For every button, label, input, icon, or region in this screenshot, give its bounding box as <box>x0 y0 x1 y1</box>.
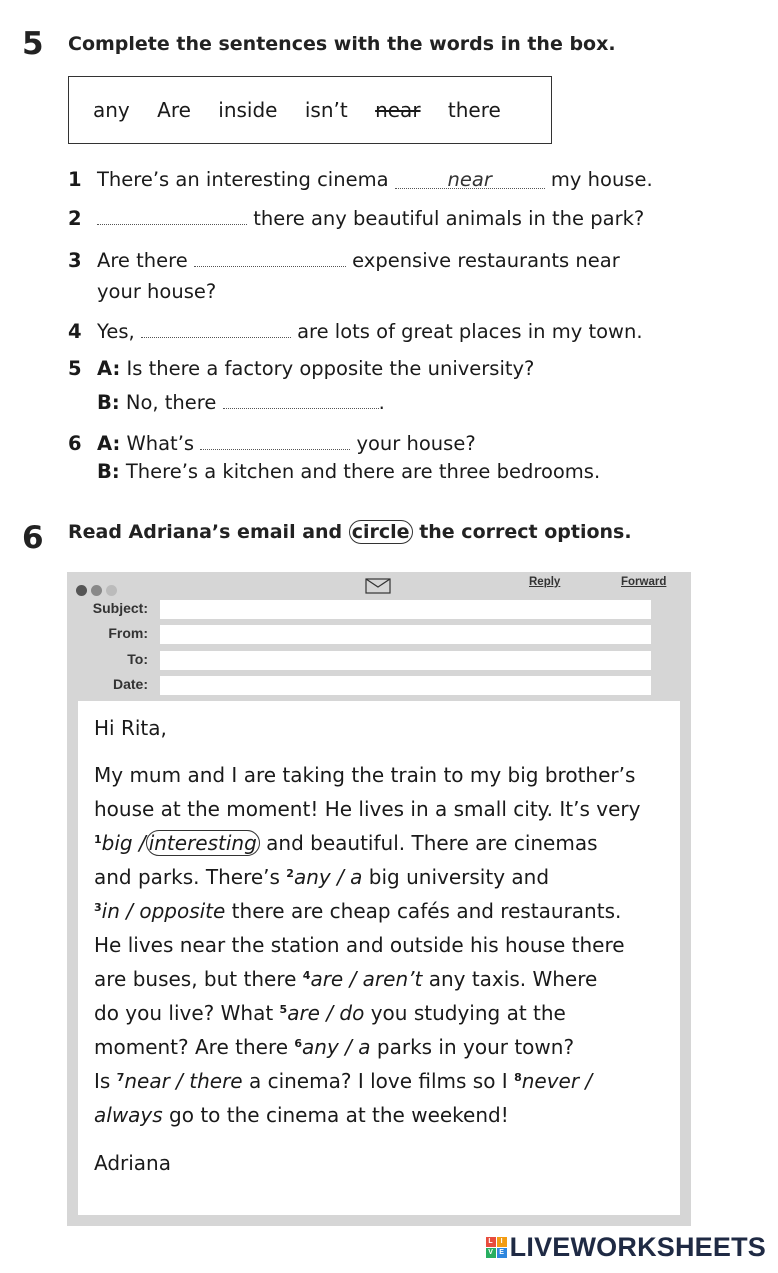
email-line: always go to the cinema at the weekend! <box>94 1103 509 1127</box>
email-line: moment? Are there $^6$any / a parks in your town? <box>94 1035 575 1059</box>
item-5-b: B: No, there . <box>97 387 385 416</box>
email-line: and parks. There’s $^2$any / a big university and <box>94 865 550 889</box>
item-number: 5 <box>68 357 82 380</box>
item-number: 3 <box>68 249 82 272</box>
exercise-6-number: 6 <box>22 520 44 556</box>
email-line: $^1$big / interesting and beautiful. There are cinemas <box>94 831 598 855</box>
answer-gap-5[interactable] <box>223 387 379 409</box>
answer-gap-1[interactable]: near <box>395 167 545 189</box>
option-1[interactable]: big / <box>101 831 146 855</box>
word-there: there <box>447 98 501 122</box>
option-4[interactable]: are / aren’t <box>310 967 423 991</box>
forward-link[interactable]: Forward <box>621 576 667 588</box>
email-greeting: Hi Rita, <box>94 716 167 740</box>
option-3[interactable]: in / opposite <box>101 899 226 923</box>
word-isnt: isn’t <box>304 98 348 122</box>
email-body <box>78 701 680 1215</box>
word-near-crossed: near <box>375 98 421 122</box>
item-number: 2 <box>68 207 82 230</box>
window-dot-icon <box>106 585 117 596</box>
email-line: My mum and I are taking the train to my big brother’s <box>94 763 636 787</box>
word-are: Are <box>157 98 191 122</box>
email-line: are buses, but there $^4$are / aren’t any taxis. Where <box>94 967 598 991</box>
subject-field[interactable] <box>160 600 651 619</box>
liveworksheets-logo-icon: L I V E <box>486 1237 507 1258</box>
option-8-b[interactable]: always <box>94 1103 163 1127</box>
liveworksheets-brand <box>486 1232 766 1263</box>
word-inside: inside <box>218 98 278 122</box>
reply-link[interactable]: Reply <box>529 576 561 588</box>
to-field[interactable] <box>160 651 651 670</box>
email-line: house at the moment! He lives in a small city. It’s very <box>94 797 641 821</box>
item-2: 2 there any beautiful animals in the park? <box>68 203 644 232</box>
option-7[interactable]: near / there <box>124 1069 243 1093</box>
window-dot-icon <box>76 585 87 596</box>
item-number: 4 <box>68 320 82 343</box>
item-6-b: B: There’s a kitchen and there are three bedrooms. <box>97 460 601 483</box>
option-6[interactable]: any / a <box>302 1035 371 1059</box>
email-signature: Adriana <box>94 1151 171 1175</box>
answer-gap-2[interactable] <box>97 203 247 225</box>
from-label: From: <box>108 625 148 641</box>
exercise-6-title: Read Adriana’s email and circle the correct options. <box>68 521 632 543</box>
window-dot-icon <box>91 585 102 596</box>
window-dots <box>76 581 121 600</box>
date-field[interactable] <box>160 676 651 695</box>
email-line: $^3$in / opposite there are cheap cafés and restaurants. <box>94 899 622 923</box>
option-1-circled[interactable]: interesting <box>146 830 260 856</box>
exercise-5-number: 5 <box>22 26 44 62</box>
item-3: 3 Are there expensive restaurants near <box>68 245 620 274</box>
email-line: do you live? What $^5$are / do you studying at the <box>94 1001 566 1025</box>
word-box <box>68 76 552 144</box>
answer-gap-3[interactable] <box>194 245 346 267</box>
item-number: 6 <box>68 432 82 455</box>
email-window <box>67 572 691 1226</box>
subject-label: Subject: <box>92 600 148 616</box>
answer-gap-6[interactable] <box>200 428 350 450</box>
date-label: Date: <box>112 676 148 692</box>
exercise-5-title: Complete the sentences with the words in the box. <box>68 33 616 55</box>
envelope-icon <box>365 578 391 598</box>
option-5[interactable]: are / do <box>287 1001 365 1025</box>
email-line: Is $^7$near / there a cinema? I love films so I $^8$never / <box>94 1069 593 1093</box>
circle-word: circle <box>349 520 413 544</box>
to-label: To: <box>127 651 148 667</box>
item-3-line-2: your house? <box>97 280 217 303</box>
item-4: 4 Yes, are lots of great places in my town. <box>68 316 643 345</box>
answer-gap-4[interactable] <box>141 316 291 338</box>
option-8[interactable]: never / <box>521 1069 593 1093</box>
option-2[interactable]: any / a <box>293 865 363 889</box>
item-6: 6 A: What’s your house? <box>68 428 476 457</box>
item-5: 5 A: Is there a factory opposite the university? <box>68 357 535 380</box>
email-line: He lives near the station and outside his house there <box>94 933 625 957</box>
item-1: 1 There’s an interesting cinema near my house. <box>68 168 653 191</box>
brand-name: LIVEWORKSHEETS <box>509 1232 766 1262</box>
item-number: 1 <box>68 168 82 191</box>
word-any: any <box>93 98 130 122</box>
from-field[interactable] <box>160 625 651 644</box>
